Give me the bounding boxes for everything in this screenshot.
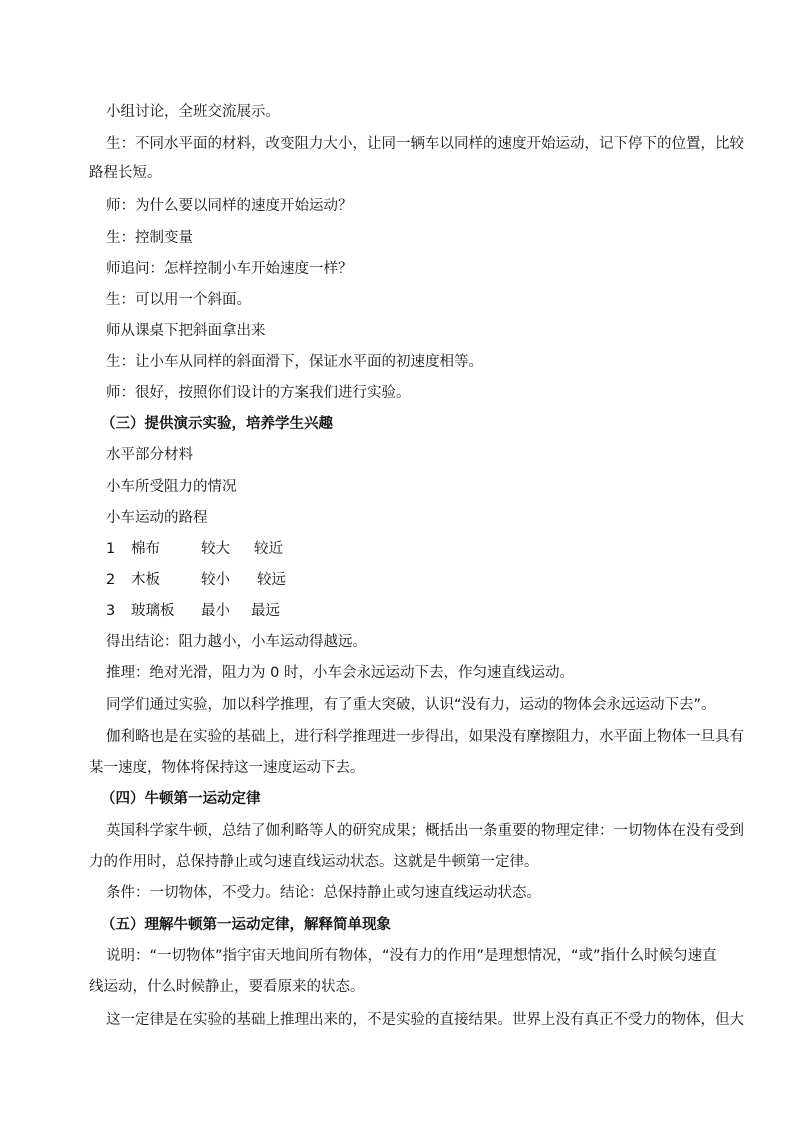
table-cell-material: 木板 — [131, 572, 160, 588]
table-header-distance: 小车运动的路程 — [106, 510, 208, 526]
paragraph-student-answer-1: 生：不同水平面的材料，改变阻力大小，让同一辆车以同样的速度开始运动，记下停下的位置，比较 — [106, 136, 744, 152]
section-heading-5: （五）理解牛顿第一运动定律，解释简单现象 — [101, 917, 391, 933]
table-cell-resistance: 较大 — [201, 541, 230, 557]
table-cell-material: 棉布 — [131, 541, 160, 557]
paragraph-galileo-cont: 某一速度，物体将保持这一速度运动下去。 — [89, 760, 365, 776]
table-cell-resistance: 较小 — [201, 572, 230, 588]
paragraph-explanation-cont: 线运动，什么时候静止，要看原来的状态。 — [89, 979, 365, 995]
paragraph-conclusion: 得出结论：阻力越小，小车运动得越远。 — [106, 634, 367, 650]
paragraph-law-derivation: 这一定律是在实验的基础上推理出来的，不是实验的直接结果。世界上没有真正不受力的物体，但大 — [106, 1012, 744, 1028]
table-cell-index: 3 — [106, 603, 116, 619]
paragraph-newton-cont: 力的作用时，总保持静止或匀速直线运动状态。这就是牛顿第一定律。 — [89, 854, 539, 870]
table-cell-distance: 最远 — [251, 603, 280, 619]
paragraph-teacher-question-1: 师：为什么要以同样的速度开始运动？ — [106, 198, 353, 214]
paragraph-galileo: 伽利略也是在实验的基础上，进行科学推理进一步得出，如果没有摩擦阻力，水平面上物体一旦具有 — [106, 729, 744, 745]
section-heading-4: （四）牛顿第一运动定律 — [101, 791, 261, 807]
paragraph-breakthrough: 同学们通过实验，加以科学推理，有了重大突破，认识“没有力，运动的物体会永远运动下去”。 — [106, 697, 716, 713]
paragraph-student-answer-3: 生：可以用一个斜面。 — [106, 292, 251, 308]
section-heading-3: （三）提供演示实验，培养学生兴趣 — [101, 416, 333, 432]
table-cell-index: 2 — [106, 572, 116, 588]
paragraph-condition: 条件：一切物体，不受力。结论：总保持静止或匀速直线运动状态。 — [106, 885, 541, 901]
table-cell-distance: 较近 — [254, 541, 283, 557]
paragraph-student-answer-2: 生：控制变量 — [106, 230, 193, 246]
paragraph-reasoning: 推理：绝对光滑，阻力为 0 时，小车会永远运动下去，作匀速直线运动。 — [106, 665, 574, 681]
paragraph-teacher-action: 师从课桌下把斜面拿出来 — [106, 323, 266, 339]
paragraph-teacher-question-2: 师追问：怎样控制小车开始速度一样？ — [106, 261, 353, 277]
paragraph-student-answer-4: 生：让小车从同样的斜面滑下，保证水平面的初速度相等。 — [106, 354, 483, 370]
paragraph-student-answer-1-cont: 路程长短。 — [89, 165, 162, 181]
paragraph-newton: 英国科学家牛顿，总结了伽利略等人的研究成果；概括出一条重要的物理定律：一切物体在没有受到 — [106, 823, 744, 839]
table-cell-resistance: 最小 — [201, 603, 230, 619]
paragraph-group-discussion: 小组讨论，全班交流展示。 — [106, 104, 280, 120]
table-cell-index: 1 — [106, 541, 116, 557]
table-cell-distance: 较远 — [257, 572, 286, 588]
table-cell-material: 玻璃板 — [131, 603, 175, 619]
table-header-resistance: 小车所受阻力的情况 — [106, 479, 237, 495]
table-header-material: 水平部分材料 — [106, 447, 193, 463]
paragraph-explanation: 说明：“一切物体”指宇宙天地间所有物体，“没有力的作用”是理想情况，“或”指什么时候匀速直 — [106, 948, 717, 964]
paragraph-teacher-response: 师：很好，按照你们设计的方案我们进行实验。 — [106, 385, 411, 401]
